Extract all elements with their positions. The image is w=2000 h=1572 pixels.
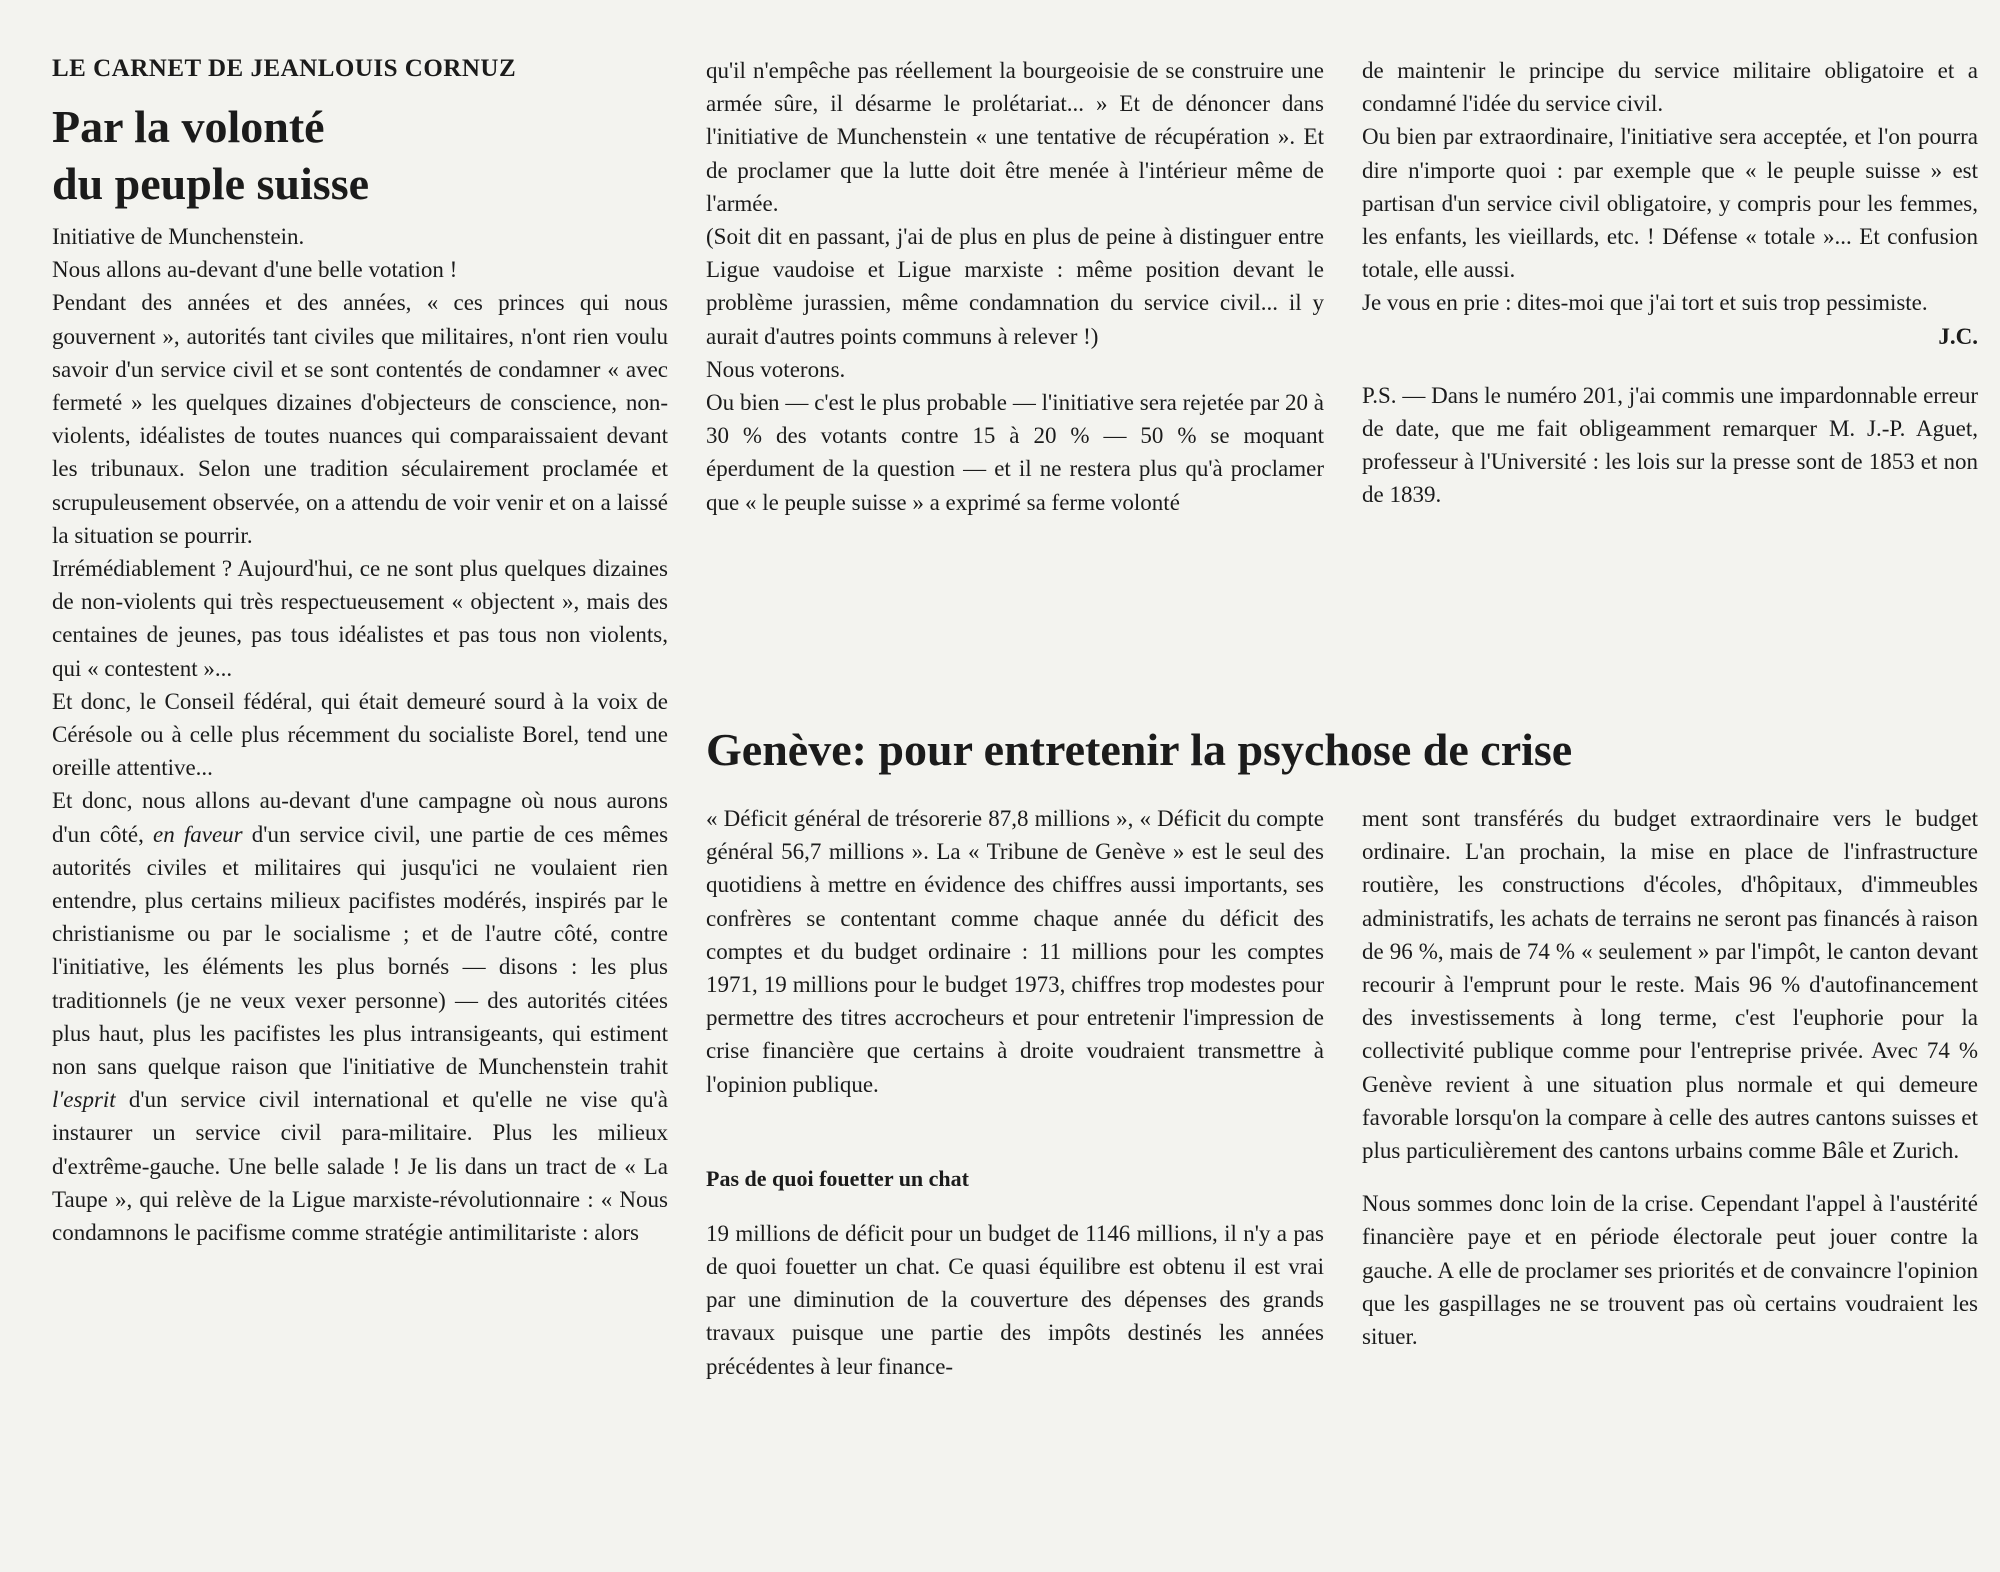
italic-text: en faveur xyxy=(153,821,243,847)
author-signature: J.C. xyxy=(1938,323,1978,349)
article-title xyxy=(52,98,668,212)
article-title-line-2: du peuple suisse xyxy=(52,158,370,209)
paragraph: Nous allons au-devant d'une belle votation ! xyxy=(52,257,458,283)
paragraph: 19 millions de déficit pour un budget de 1146 millions, il n'y a pas de quoi fouetter un chat. Ce quasi équilibre est obtenu il est vrai par une diminution de la couverture des dépenses des grands travaux puisque une partie des impôts destinés les années précédentes à leur finance- xyxy=(706,1220,1324,1379)
article-title-line-1: Par la volonté xyxy=(52,101,325,152)
section-subheading: Pas de quoi fouetter un chat xyxy=(706,1165,969,1191)
paragraph: de maintenir le principe du service militaire obligatoire et a condamné l'idée du service civil. xyxy=(1362,58,1978,117)
paragraph: Nous sommes donc loin de la crise. Cependant l'appel à l'austérité financière paye et en période électorale peut jouer contre la gauche. A elle de proclamer ses priorités et de convaincre l'opinion que les gaspillages ne se trouvent pas où certains voudraient les situer. xyxy=(1362,1191,1978,1350)
text-run: Et donc, nous allons au-devant d'une campagne où nous aurons d'un côté, xyxy=(52,788,668,847)
paragraph: « Déficit général de trésorerie 87,8 millions », « Déficit du compte général 56,7 millions ». La « Tribune de Genève » est le seul des quotidiens à mettre en évidence des chiffres aussi importants, ses confrères se contentant comme chaque année du déficit des comptes et du budget ordinaire : 11 millions pour les comptes 1971, 19 millions pour le budget 1973, chiffres trop modestes pour permettre des titres accrocheurs et pour entretenir l'impression de crise financière que certains à droite voudraient transmettre à l'opinion publique. xyxy=(706,806,1324,1097)
paragraph: Pendant des années et des années, « ces princes qui nous gouvernent », autorités tant civiles que militaires, n'ont rien voulu savoir d'un service civil et se sont contentés de condamner « avec fermeté » les quelques dizaines d'objecteurs de conscience, non-violents, idéalistes de toutes nuances qui comparaissaient devant les tribunaux. Selon une tradition séculairement proclamée et scrupuleusement observée, on a attendu de voir venir et on a laissé la situation se pourrir. xyxy=(52,290,668,548)
text-run: d'un service civil international et qu'elle ne vise qu'à instaurer un service civil para-militaire. Plus les milieux d'extrême-gauche. Une belle salade ! Je lis dans un tract de « La Taupe », qui relève de la Ligue marxiste-révolutionnaire : « Nous condamnons le pacifisme comme stratégie antimilitariste : alors xyxy=(52,1087,669,1246)
postscript: P.S. — Dans le numéro 201, j'ai commis une impardonnable erreur de date, que me fait obligeamment remarquer M. J.-P. Aguet, professeur à l'Université : les lois sur la presse sont de 1853 et non de 1839. xyxy=(1362,382,1978,508)
column-3 xyxy=(1362,54,1978,511)
article-2-title: Genève: pour entretenir la psychose de crise xyxy=(706,724,1573,775)
paragraph: qu'il n'empêche pas réellement la bourgeoisie de se construire une armée sûre, il désarme le prolétariat... » Et de dénoncer dans l'initiative de Munchenstein « une tentative de récupération ». Et de proclamer que la lutte doit être menée à l'intérieur même de l'armée. xyxy=(706,58,1324,216)
paragraph: (Soit dit en passant, j'ai de plus en plus de peine à distinguer entre Ligue vaudoise et Ligue marxiste : même position devant le problème jurassien, même condamnation du service civil... il y aurait d'autres points communs à relever !) xyxy=(706,224,1324,349)
italic-text: l'esprit xyxy=(52,1087,116,1113)
paragraph: Irrémédiablement ? Aujourd'hui, ce ne sont plus quelques dizaines de non-violents qui très respectueusement « objectent », mais des centaines de jeunes, pas tous idéalistes et pas tous non violents, qui « contestent »... xyxy=(52,556,668,681)
column-1 xyxy=(52,54,668,1249)
text-run: d'un service civil, une partie de ces mêmes autorités civiles et militaires qui jusqu'ici ne voulaient rien entendre, plus certains milieux pacifistes modérés, inspirés par le christianisme ou par le socialisme ; et de l'autre côté, contre l'initiative, les éléments les plus bornés — disons : les plus traditionnels (je ne veux vexer personne) — des autorités citées plus haut, plus les pacifistes les plus intransigeants, qui estiment non sans quelque raison que l'initiative de Munchenstein trahit xyxy=(52,821,669,1080)
article-2-column-right xyxy=(1362,802,1978,1353)
paragraph: Ou bien — c'est le plus probable — l'initiative sera rejetée par 20 à 30 % des votants contre 15 à 20 % — 50 % se moquant éperdument de la question — et il ne restera plus qu'à proclamer que « le peuple suisse » a exprimé sa ferme volonté xyxy=(706,390,1324,515)
paragraph: Ou bien par extraordinaire, l'initiative sera acceptée, et l'on pourra dire n'importe quoi : par exemple que « le peuple suisse » est partisan d'un service civil obligatoire, y compris pour les femmes, les enfants, les vieillards, etc. ! Défense « totale »... Et confusion totale, elle aussi. xyxy=(1362,124,1978,283)
paragraph xyxy=(52,784,668,1249)
column-2 xyxy=(706,54,1324,519)
paragraph: Initiative de Munchenstein. xyxy=(52,224,305,249)
column-kicker: LE CARNET DE JEANLOUIS CORNUZ xyxy=(52,55,517,82)
paragraph: ment sont transférés du budget extraordinaire vers le budget ordinaire. L'an prochain, la mise en place de l'infrastructure routière, les constructions d'écoles, d'hôpitaux, d'immeubles administratifs, les achats de terrains ne seront pas financés à raison de 96 %, mais de 74 % « seulement » par l'impôt, le canton devant recourir à l'emprunt pour le reste. Mais 96 % d'autofinancement des investissements à long terme, c'est l'euphorie pour la collectivité publique comme pour l'entreprise privée. Avec 74 % Genève revient à une situation plus normale et qui demeure favorable lorsqu'on la compare à celle des autres cantons suisses et plus particulièrement des cantons urbains comme Bâle et Zurich. xyxy=(1362,806,1978,1164)
paragraph: Nous voterons. xyxy=(706,356,846,382)
paragraph: Et donc, le Conseil fédéral, qui était demeuré sourd à la voix de Cérésole ou à celle plus récemment du socialiste Borel, tend une oreille attentive... xyxy=(52,688,668,781)
paragraph: Je vous en prie : dites-moi que j'ai tort et suis trop pessimiste. xyxy=(1362,290,1928,316)
article-2-column-left xyxy=(706,802,1324,1383)
